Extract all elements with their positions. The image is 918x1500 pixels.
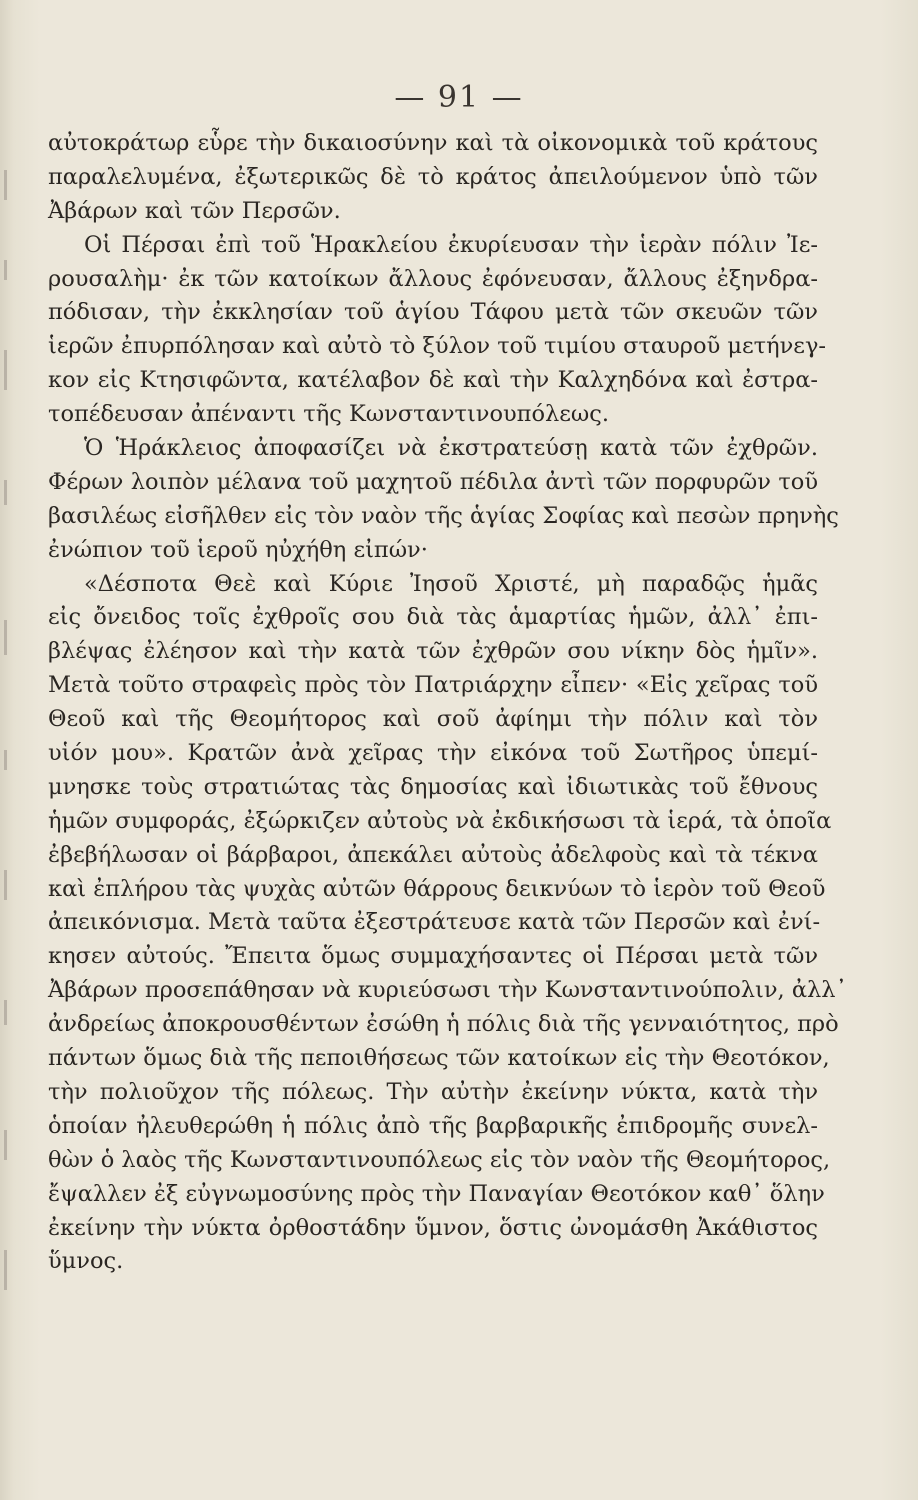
- text-line: υἱόν μου». Κρατῶν ἀνὰ χεῖρας τὴν εἰκόνα τοῦ Σωτῆρος ὑπεμί-: [48, 740, 818, 767]
- text-line: πόδισαν, τὴν ἐκκλησίαν τοῦ ἁγίου Τάφου μετὰ τῶν σκευῶν τῶν: [48, 299, 818, 326]
- text-line: ὁποίαν ἠλευθερώθη ἡ πόλις ἀπὸ τῆς βαρβαρικῆς ἐπιδρομῆς συνελ-: [48, 1112, 818, 1139]
- text-line: ὕμνος.: [48, 1248, 124, 1275]
- text-line: Ὁ Ἡράκλειος ἀποφασίζει νὰ ἐκστρατεύσῃ κατὰ τῶν ἐχθρῶν.: [84, 435, 818, 462]
- text-line: ἐβεβήλωσαν οἱ βάρβαροι, ἀπεκάλει αὐτοὺς ἀδελφοὺς καὶ τὰ τέκνα: [48, 841, 818, 868]
- text-line: καὶ ἐπλήρου τὰς ψυχὰς αὐτῶν θάρρους δεικνύων τὸ ἱερὸν τοῦ Θεοῦ: [48, 875, 826, 902]
- text-line: αὐτοκράτωρ εὗρε τὴν δικαιοσύνην καὶ τὰ οἰκονομικὰ τοῦ κράτους: [48, 130, 818, 156]
- text-line: Φέρων λοιπὸν μέλανα τοῦ μαχητοῦ πέδιλα ἀντὶ τῶν πορφυρῶν τοῦ: [48, 468, 818, 495]
- text-line: βασιλέως εἰσῆλθεν εἰς τὸν ναὸν τῆς ἁγίας Σοφίας καὶ πεσὼν πρηνὴς: [48, 502, 839, 529]
- page-number: — 91 —: [394, 80, 524, 115]
- text-line: κον εἰς Κτησιφῶντα, κατέλαβον δὲ καὶ τὴν Καλχηδόνα καὶ ἐστρα-: [48, 367, 818, 394]
- text-line: Ἀβάρων καὶ τῶν Περσῶν.: [48, 197, 341, 224]
- text-line: ἀνδρείως ἀποκρουσθέντων ἐσώθη ἡ πόλις διὰ τῆς γενναιότητος, πρὸ: [48, 1011, 839, 1038]
- text-line: ἐνώπιον τοῦ ἱεροῦ ηὐχήθη εἰπών·: [48, 536, 428, 563]
- text-line: πάντων ὅμως διὰ τῆς πεποιθήσεως τῶν κατοίκων εἰς τὴν Θεοτόκον,: [48, 1045, 830, 1072]
- text-line: ρουσαλὴμ· ἐκ τῶν κατοίκων ἄλλους ἐφόνευσαν, ἄλλους ἐξηνδρα-: [48, 265, 818, 292]
- body-text: [48, 127, 847, 1279]
- text-line: ἱερῶν ἐπυρπόλησαν καὶ αὐτὸ τὸ ξύλον τοῦ τιμίου σταυροῦ μετήνεγ-: [48, 333, 826, 360]
- text-line: Μετὰ τοῦτο στραφεὶς πρὸς τὸν Πατριάρχην εἶπεν· «Εἰς χεῖρας τοῦ: [48, 672, 818, 699]
- text-line: εἰς ὄνειδος τοῖς ἐχθροῖς σου διὰ τὰς ἁμαρτίας ἡμῶν, ἀλλ᾽ ἐπι-: [48, 604, 818, 631]
- text-line: κησεν αὐτούς. Ἔπειτα ὅμως συμμαχήσαντες οἱ Πέρσαι μετὰ τῶν: [48, 943, 818, 970]
- text-line: Ἀβάρων προσεπάθησαν νὰ κυριεύσωσι τὴν Κωνσταντινούπολιν, ἀλλ᾽: [48, 977, 847, 1004]
- text-line: θὼν ὁ λαὸς τῆς Κωνσταντινουπόλεως εἰς τὸν ναὸν τῆς Θεομήτορος,: [48, 1146, 831, 1173]
- text-line: βλέψας ἐλέησον καὶ τὴν κατὰ τῶν ἐχθρῶν σου νίκην δὸς ἡμῖν».: [48, 638, 818, 665]
- text-line: ἀπεικόνισμα. Μετὰ ταῦτα ἐξεστράτευσε κατὰ τῶν Περσῶν καὶ ἐνί-: [48, 909, 821, 936]
- text-line: ἔψαλλεν ἐξ εὐγνωμοσύνης πρὸς τὴν Παναγίαν Θεοτόκον καθ᾽ ὅλην: [48, 1180, 825, 1207]
- text-line: μνησκε τοὺς στρατιώτας τὰς δημοσίας καὶ ἰδιωτικὰς τοῦ ἔθνους: [48, 773, 818, 800]
- text-line: τοπέδευσαν ἀπέναντι τῆς Κωνσταντινουπόλεως.: [48, 401, 610, 428]
- text-line: παραλελυμένα, ἐξωτερικῶς δὲ τὸ κράτος ἀπειλούμενον ὑπὸ τῶν: [48, 163, 818, 190]
- text-line: «Δέσποτα Θεὲ καὶ Κύριε Ἰησοῦ Χριστέ, μὴ παραδῷς ἡμᾶς: [84, 570, 818, 597]
- text-line: τὴν πολιοῦχον τῆς πόλεως. Τὴν αὐτὴν ἐκείνην νύκτα, κατὰ τὴν: [48, 1078, 818, 1105]
- text-line: ἡμῶν συμφοράς, ἐξώρκιζεν αὐτοὺς νὰ ἐκδικήσωσι τὰ ἱερά, τὰ ὁποῖα: [48, 807, 832, 834]
- binding-gutter: [0, 150, 22, 1350]
- text-line: Οἱ Πέρσαι ἐπὶ τοῦ Ἡρακλείου ἐκυρίευσαν τὴν ἱερὰν πόλιν Ἰε-: [84, 231, 818, 258]
- text-line: Θεοῦ καὶ τῆς Θεομήτορος καὶ σοῦ ἀφίημι τὴν πόλιν καὶ τὸν: [48, 706, 818, 733]
- text-line: ἐκείνην τὴν νύκτα ὀρθοστάδην ὕμνον, ὅστις ὠνομάσθη Ἀκάθιστος: [48, 1214, 818, 1241]
